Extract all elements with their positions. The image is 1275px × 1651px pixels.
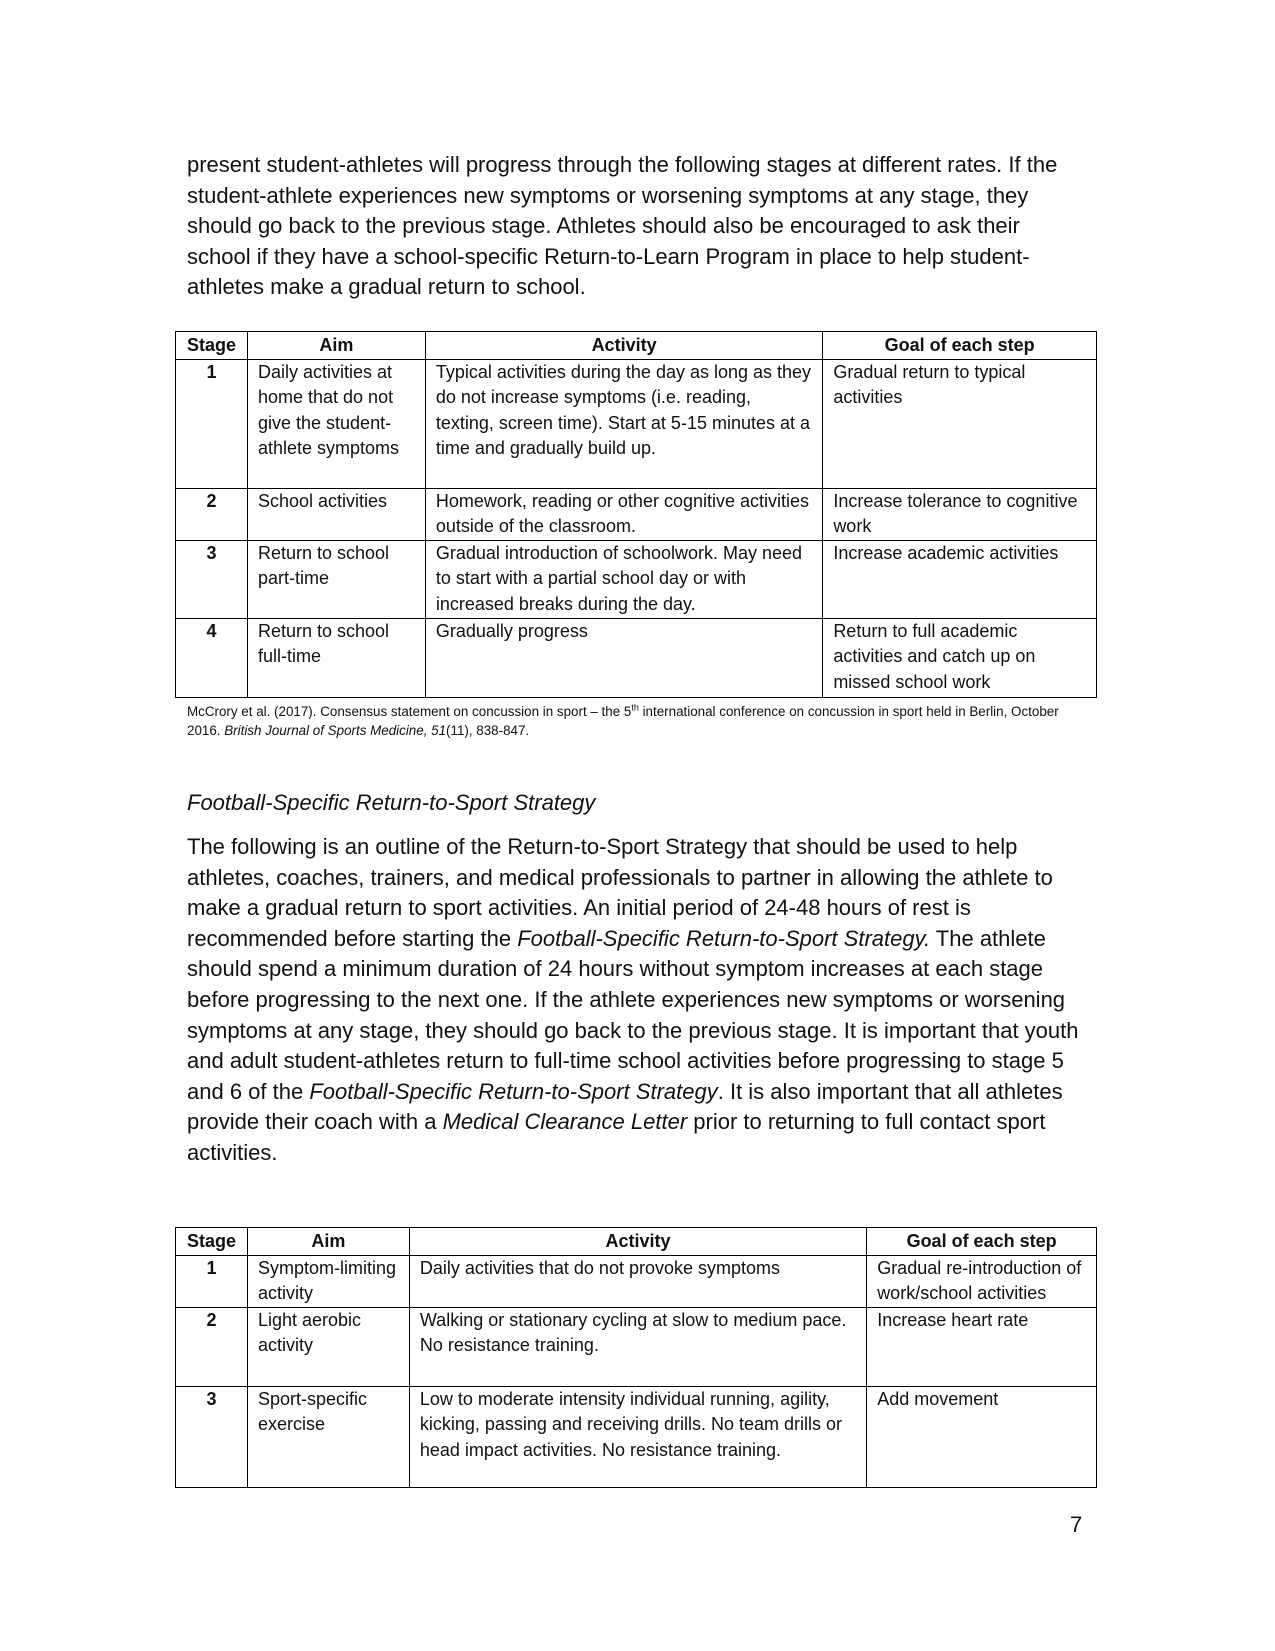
header-stage: Stage	[176, 1228, 248, 1256]
header-aim: Aim	[247, 1228, 409, 1256]
page-number: 7	[1070, 1512, 1083, 1537]
stage-cell: 3	[176, 1386, 248, 1487]
aim-cell: Daily activities at home that do not give the student-athlete symptoms	[247, 359, 425, 488]
header-stage: Stage	[176, 332, 248, 360]
table-row	[176, 1255, 1097, 1307]
activity-cell: Walking or stationary cycling at slow to medium pace. No resistance training.	[409, 1307, 866, 1386]
citation-text-3: (11), 838-847.	[446, 723, 530, 738]
body-paragraph	[187, 832, 1087, 1169]
table-row	[176, 1307, 1097, 1386]
body-text-1: The following is an outline of the Return-to-Sport Strategy that should be used to help athletes, coaches, trainers, and medical professionals to partner in allowing the athlete to make a gradual return to sport activities. An initial period of 24-48 hours of rest is recommended before starting the	[187, 834, 1053, 951]
header-goal: Goal of each step	[867, 1228, 1097, 1256]
activity-cell: Daily activities that do not provoke symptoms	[409, 1255, 866, 1307]
stage-cell: 1	[176, 359, 248, 488]
aim-cell: School activities	[247, 488, 425, 540]
aim-cell: Return to school full-time	[247, 618, 425, 697]
header-activity: Activity	[409, 1228, 866, 1256]
activity-cell: Gradual introduction of schoolwork. May need to start with a partial school day or with increased breaks during the day.	[425, 540, 822, 618]
table-row	[176, 488, 1097, 540]
stage-cell: 2	[176, 488, 248, 540]
table-header-row	[176, 1228, 1097, 1256]
return-to-sport-table	[175, 1227, 1097, 1488]
body-italic-2: Football-Specific Return-to-Sport Strategy	[309, 1078, 718, 1104]
citation-text-1: McCrory et al. (2017). Consensus statement on concussion in sport – the 5	[187, 704, 632, 719]
table-header-row	[176, 332, 1097, 360]
stage-cell: 4	[176, 618, 248, 697]
body-text-3: . It is also important that all athletes provide their coach with a	[187, 1078, 1063, 1135]
goal-cell: Gradual return to typical activities	[823, 359, 1097, 488]
goal-cell: Increase tolerance to cognitive work	[823, 488, 1097, 540]
intro-paragraph: present student-athletes will progress through the following stages at different rates. If the student-athlete experiences new symptoms or worsening symptoms at any stage, they should go back to the previous stage. Athletes should also be encouraged to ask their school if they have a school-specific Return-to-Learn Program in place to help student-athletes make a gradual return to school.	[187, 152, 1058, 300]
activity-cell: Gradually progress	[425, 618, 822, 697]
table-row	[176, 618, 1097, 697]
citation	[187, 702, 1087, 740]
activity-cell: Homework, reading or other cognitive activities outside of the classroom.	[425, 488, 822, 540]
table-row	[176, 1386, 1097, 1487]
stage-cell: 3	[176, 540, 248, 618]
header-aim: Aim	[247, 332, 425, 360]
return-to-learn-table	[175, 331, 1097, 698]
goal-cell: Return to full academic activities and catch up on missed school work	[823, 618, 1097, 697]
table-row	[176, 540, 1097, 618]
activity-cell: Typical activities during the day as long as they do not increase symptoms (i.e. reading, texting, screen time). Start at 5-15 minutes at a time and gradually build up.	[425, 359, 822, 488]
citation-journal: British Journal of Sports Medicine, 51	[224, 723, 447, 738]
stage-cell: 1	[176, 1255, 248, 1307]
header-activity: Activity	[425, 332, 822, 360]
header-goal: Goal of each step	[823, 332, 1097, 360]
aim-cell: Symptom-limiting activity	[247, 1255, 409, 1307]
activity-cell: Low to moderate intensity individual running, agility, kicking, passing and receiving drills. No team drills or head impact activities. No resistance training.	[409, 1386, 866, 1487]
aim-cell: Light aerobic activity	[247, 1307, 409, 1386]
citation-superscript: th	[631, 702, 639, 713]
body-text-4: prior to returning to full contact sport activities.	[187, 1109, 1046, 1165]
citation-text-2: international conference on concussion in sport held in Berlin, October 2016.	[187, 704, 1059, 738]
goal-cell: Gradual re-introduction of work/school activities	[867, 1255, 1097, 1307]
body-italic-3: Medical Clearance Letter	[442, 1109, 688, 1135]
stage-cell: 2	[176, 1307, 248, 1386]
goal-cell: Increase academic activities	[823, 540, 1097, 618]
goal-cell: Increase heart rate	[867, 1307, 1097, 1386]
section-heading: Football-Specific Return-to-Sport Strategy	[187, 790, 596, 815]
body-text-2: The athlete should spend a minimum duration of 24 hours without symptom increases at each stage before progressing to the next one. If the athlete experiences new symptoms or worsening symptoms at any stage, they should go back to the previous stage. It is important that youth and adult student-athletes return to full-time school activities before progressing to stage 5 and 6 of the	[187, 925, 1079, 1104]
table-row	[176, 359, 1097, 488]
aim-cell: Sport-specific exercise	[247, 1386, 409, 1487]
body-italic-1: Football-Specific Return-to-Sport Strategy.	[517, 925, 931, 951]
goal-cell: Add movement	[867, 1386, 1097, 1487]
aim-cell: Return to school part-time	[247, 540, 425, 618]
